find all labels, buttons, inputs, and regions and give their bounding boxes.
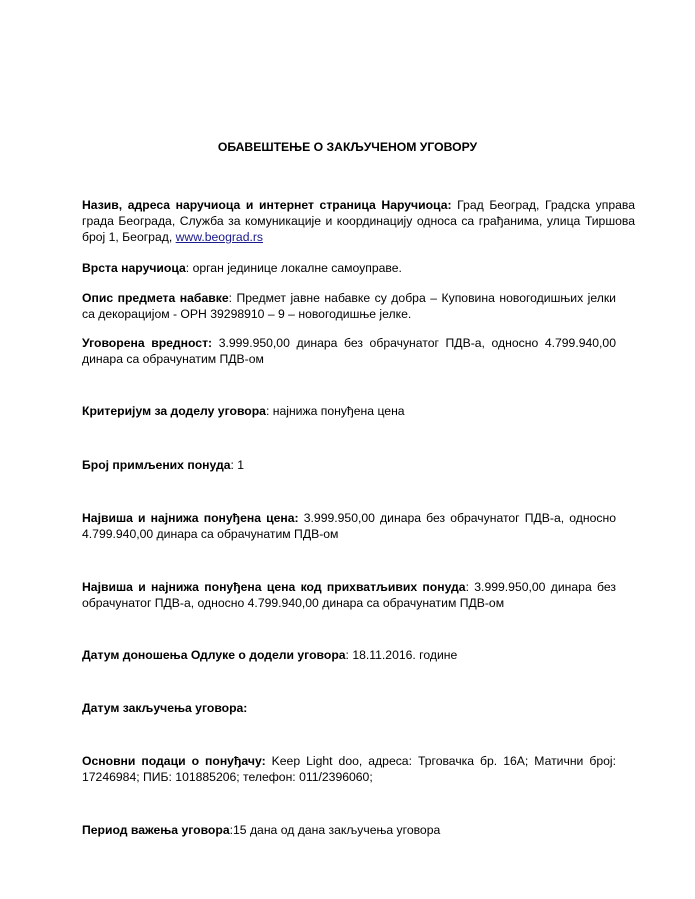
contracting-authority-label: Назив, адреса наручиоца и интернет страница Наручиоца: [82, 198, 452, 212]
conclusion-date-paragraph [82, 700, 616, 716]
award-criterion-paragraph [82, 403, 616, 419]
bids-received-paragraph [82, 457, 616, 473]
contract-period-label: Период важења уговора [82, 823, 230, 837]
document-title: ОБАВЕШТЕЊЕ О ЗАКЉУЧЕНОМ УГОВОРУ [217, 140, 478, 154]
bidder-info-paragraph [82, 753, 616, 785]
contract-value-label: Уговорена вредност: [82, 336, 213, 350]
authority-type-text: : орган јединице локалне самоуправе. [185, 261, 402, 275]
beograd-website-link[interactable]: www.beograd.rs [175, 230, 264, 244]
contract-period-paragraph [82, 822, 616, 838]
authority-type-label: Врста наручиоца [82, 261, 186, 275]
authority-type-paragraph [82, 260, 616, 276]
decision-date-label: Датум доношења Одлуке о додели уговора [82, 648, 346, 662]
conclusion-date-label: Датум закључења уговора: [82, 701, 248, 715]
acceptable-bids-price-text: : 3.999.950,00 динара без обрачунатог ПДВ-а, односно 4.799.940,00 динара са обрачунатим ПДВ-ом [82, 580, 616, 610]
bids-received-label: Број примљених понуда [82, 458, 231, 472]
procurement-subject-label: Опис предмета набавке [82, 291, 229, 305]
contract-value-text: 3.999.950,00 динара без обрачунатог ПДВ-а, односно 4.799.940,00 динара са обрачунатим ПДВ-ом [82, 336, 616, 366]
bidder-info-label: Основни подаци о понуђачу: [82, 754, 266, 768]
contract-value-paragraph [82, 335, 616, 367]
contracting-authority-text: Град Београд, Градска управа града Београда, Служба за комуникације и координацију односа са грађанима, улица Тиршова број 1, Београд, [82, 198, 635, 244]
acceptable-bids-price-paragraph [82, 579, 616, 611]
procurement-subject-text: : Предмет јавне набавке су добра – Куповина новогодишњих јелки са декорацијом - ОРН 39298910 – 9 – новогодишње јелке. [82, 291, 616, 321]
highest-lowest-price-text: 3.999.950,00 динара без обрачунатог ПДВ-а, односно 4.799.940,00 динара са обрачунатим ПДВ-ом [82, 511, 616, 541]
contracting-authority-paragraph [82, 197, 635, 245]
award-criterion-label: Критеријум за доделу уговора [82, 404, 266, 418]
award-criterion-text: : најнижа понуђена цена [265, 404, 405, 418]
bids-received-text: : 1 [230, 458, 245, 472]
procurement-subject-paragraph [82, 290, 616, 322]
decision-date-paragraph [82, 647, 616, 663]
decision-date-text: : 18.11.2016. године [345, 648, 458, 662]
highest-lowest-price-label: Највиша и најнижа понуђена цена: [82, 511, 299, 525]
contract-period-text: :15 дана од дана закључења уговора [229, 823, 441, 837]
highest-lowest-price-paragraph [82, 510, 616, 542]
bidder-info-text: Keep Light doo, адреса: Трговачка бр. 16А; Матични број: 17246984; ПИБ: 101885206; телефон: 011/2396060; [82, 754, 616, 784]
acceptable-bids-price-label: Највиша и најнижа понуђена цена код прихватљивих понуда [82, 580, 466, 594]
